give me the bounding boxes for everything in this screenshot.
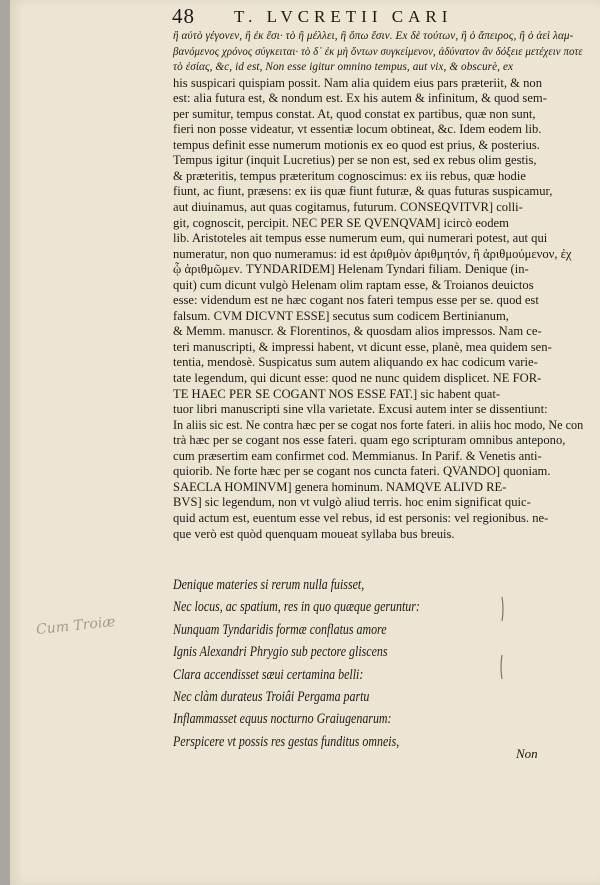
commentary-line: falsum. CVM DICVNT ESSE] secutus sum codicem Bertinianum, <box>173 308 509 323</box>
commentary-line: τὸ ἐσίας, &c, id est, Non esse igitur omnino tempus, aut vix, & obscurè, ex <box>173 61 514 74</box>
commentary-line: que verò est quòd quenquam moueat syllaba bus breuis. <box>173 526 455 541</box>
commentary-line: aut diuinamus, aut quas cogitamus, futurum. CONSEQVITVR] colli- <box>173 200 523 215</box>
commentary-line: In aliis sic est. Ne contra hæc per se cogat nos forte fateri. in aliis hoc modo, Ne con <box>173 417 584 432</box>
page-number: 48 <box>172 4 195 28</box>
commentary-line: esse: videndum est ne hæc cogant nos fateri tempus esse per se. quod est <box>173 293 539 308</box>
commentary-line: quid actum est, euentum esse vel rebus, id est personis: vel regionibus. ne- <box>173 510 549 525</box>
commentary-line: ᾧ ἀριθμῶμεν. TYNDARIDEM] Helenam Tyndari filiam. Denique (in- <box>173 262 529 277</box>
verse-line: Ignis Alexandri Phrygio sub pectore gliscens <box>173 643 388 661</box>
commentary-line: per sumitur, tempus constat. At, quod constat ex partibus, quæ non sunt, <box>173 106 536 121</box>
commentary-line: git, cognoscit, percipit. NEC PER SE QVENQVAM] icircò eodem <box>173 215 509 230</box>
commentary-line: tuor libri manuscripti sine vlla varietate. Excusi autem inter se dissentiunt: <box>173 402 548 417</box>
handwritten-margin-note: Cum Troiæ <box>35 613 117 639</box>
commentary-line: quiorib. Ne forte hæc per se cogant nos cuncta fateri. QVANDO] quoniam. <box>173 464 551 479</box>
commentary-line: SAECLA HOMINVM] genera hominum. NAMQVE ALIVD RE- <box>173 479 507 494</box>
verse-block <box>173 574 593 753</box>
commentary-line: lib. Aristoteles ait tempus esse numerum eum, qui numerari potest, aut qui <box>173 231 548 246</box>
catchword: Non <box>516 746 538 761</box>
commentary-line: trà hæc per se cogant nos esse fateri. quam ego scripturam omnibus antepono, <box>173 433 566 448</box>
commentary-line: ἢ αὐτὸ γέγονεν, ἢ ἐκ ἔσι· τὸ ἢ μέλλει, ἢ ὄπω ἔσιν. Ex δὲ τούτων, ἢ ὁ ἄπειρος, ἢ ὁ ἀεὶ λαμ- <box>173 30 574 42</box>
commentary-line: his suspicari quispiam possit. Nam alia quidem eius pars præteriit, & non <box>173 75 543 90</box>
commentary-line: teri manuscripti, & impressi habent, vt dicunt esse, planè, mea quidem sen- <box>173 339 552 354</box>
commentary-line: cum præsertim eam confirmet cod. Memmianus. In Parif. & Venetis anti- <box>173 448 542 463</box>
commentary-line: & Memm. manuscr. & Florentinos, & quosdam alios impressos. Nam ce- <box>173 324 542 339</box>
commentary-line: numeratur, non quo numeramus: id est ἀριθμὸν ἀριθμητόν, ἢ ἀριθμούμενον, ἐχ <box>173 246 572 261</box>
commentary-line: βανόμενος χρόνος σύγκειται· τὸ δ᾽ ἐκ μὴ ὄντων συγκείμενον, ἀδύνατον ἂν δόξειε μετέχειν ποτε <box>173 45 583 58</box>
commentary-line: Tempus igitur (inquit Lucretius) per se non est, sed ex rebus olim gestis, <box>173 153 537 168</box>
commentary-line: tentia, mendosè. Suspicatus sum autem aliquando ex hac codicum varie- <box>173 355 538 370</box>
verse-line: Perspicere vt possis res gestas funditus omneis, <box>173 732 400 750</box>
commentary-line: TE HAEC PER SE COGANT NOS ESSE FAT.] sic habent quat- <box>173 386 501 401</box>
verse-line: Nunquam Tyndaridis formæ conflatus amore <box>173 620 387 638</box>
commentary-line: fieri non posse videatur, vt essentiæ locum obtineat, &c. Idem eodem lib. <box>173 122 542 137</box>
verse-line: Nec locus, ac spatium, res in quo quæque geruntur: <box>173 598 420 616</box>
commentary-line: tate legendum, qui dicunt esse: quod ne nunc quidem displicet. NE FOR- <box>173 371 542 386</box>
commentary-line: & præteritis, tempus præteritum cognoscimus: ex iis rebus, quæ hodie <box>173 168 526 183</box>
verse-line: Nec clàm durateus Troiâi Pergama partu <box>173 687 370 705</box>
verse-line: Denique materies si rerum nulla fuisset, <box>173 576 365 593</box>
running-title: T. LVCRETII CARI <box>234 7 453 26</box>
page-header <box>172 4 572 28</box>
verse-line: Clara accendisset sæui certamina belli: <box>173 665 364 683</box>
commentary-line: quit) cum dicunt vulgò Helenam olim raptam esse, & Troianos deuictos <box>173 277 534 292</box>
commentary-line: tempus definit esse numerum motionis ex eo quod est prius, & posterius. <box>173 137 540 152</box>
commentary-line: BVS] sic legendum, non vt vulgò aliud terris. hoc enim significat quic- <box>173 495 531 510</box>
verse-line: Inflammasset equus nocturno Graiugenarum: <box>173 710 392 728</box>
commentary-block <box>173 29 583 542</box>
commentary-line: fiunt, ac fiunt, præsens: ex iis quæ fiunt futuræ, & quas futuras suspicamur, <box>173 184 553 199</box>
commentary-line: est: alia futura est, & nondum est. Ex his autem & infinitum, & quod sem- <box>173 91 547 106</box>
book-page <box>10 0 600 885</box>
